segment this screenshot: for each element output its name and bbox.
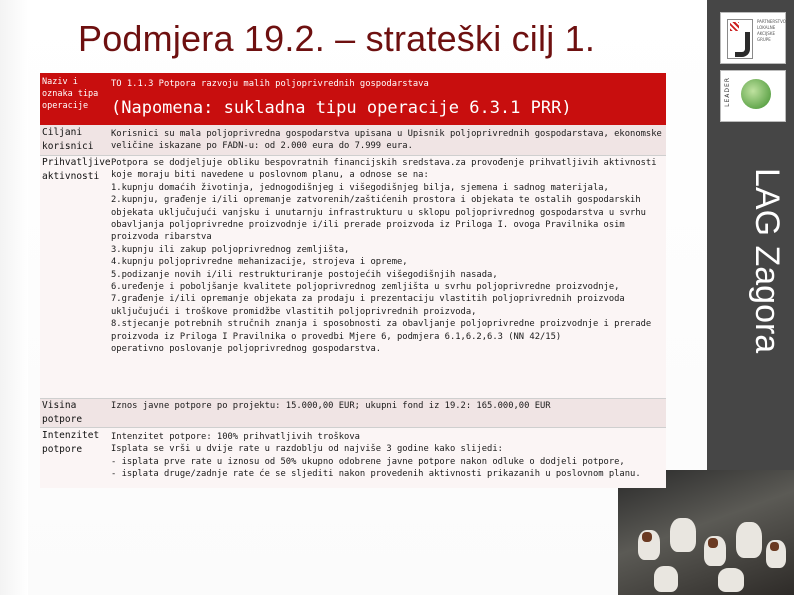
goat-patch <box>708 538 718 548</box>
leader-logo-text: LEADER <box>724 77 731 107</box>
left-accent-strip <box>0 0 28 595</box>
partnership-logo <box>720 12 786 64</box>
goat-shape <box>670 518 696 552</box>
aktivnosti-intro: Potpora se dodjeljuje obliku bespovratnih financijskih sredstava.za provođenje prihvatljivih aktivnosti koje moraju biti navedene u poslovnom planu, a odnose se na: <box>111 158 657 181</box>
hook-letter-icon <box>735 32 750 57</box>
aktivnost-item: 8.stjecanje potrebnih stručnih znanja i sposobnosti za obavljanje poljoprivredne proizvodnje i prerade proizvoda iz Priloga I Pravilnika o provedbi Mjere 6, podmjera 6.1,6.2,6.3 (NN 42/15) <box>111 319 652 342</box>
aktivnost-item: operativno poslovanje poljoprivrednog gospodarstva. <box>111 344 382 355</box>
croatian-crest-icon <box>727 19 753 59</box>
aktivnosti-cell <box>111 157 666 356</box>
slide-title: Podmjera 19.2. – strateški cilj 1. <box>78 18 596 59</box>
aktivnost-item: 3.kupnju ili zakup poljoprivrednog zemljišta, <box>111 244 350 255</box>
intenzitet-line: Isplata se vrši u dvije rate u razdoblju od najviše 3 godine kako slijedi: <box>111 444 503 455</box>
intenzitet-cell <box>111 431 666 481</box>
aktivnost-item: 7.građenje i/ili opremanje objekata za prodaju i prezentaciju vlastitih poljoprivrednih proizvoda uključujući i troškove promidžbe vlastitih poljoprivrednih proizvoda, <box>111 294 625 317</box>
label-naziv: Naziv i oznaka tipa operacije <box>42 77 99 111</box>
label-prihvatljive: Prihvatljive aktivnosti <box>42 157 111 182</box>
aktivnost-item: 6.uređenje i poboljšanje kvalitete poljoprivrednog zemljišta u svrhu poljoprivredne proizvodnje, <box>111 282 620 293</box>
goats-photo <box>618 470 794 595</box>
label-intenzitet: Intenzitet potpore <box>42 430 100 455</box>
goat-patch <box>642 532 652 542</box>
lag-side-label-text: LAG Zagora <box>748 168 786 354</box>
aktivnost-item: 5.podizanje novih i/ili restrukturiranje postojećih višegodišnjih nasada, <box>111 269 498 280</box>
aktivnost-item: 4.kupnju poljoprivredne mehanizacije, strojeva i opreme, <box>111 257 408 268</box>
visina-text: Iznos javne potpore po projektu: 15.000,00 EUR; ukupni fond iz 19.2: 165.000,00 EUR <box>111 401 551 411</box>
naziv-title: TO 1.1.3 Potpora razvoju malih poljoprivrednih gospodarstava <box>111 79 429 89</box>
checkerboard-icon <box>730 22 739 31</box>
naziv-note: (Napomena: sukladna tipu operacije 6.3.1 PRR) <box>111 98 572 118</box>
goat-shape <box>736 522 762 558</box>
goat-shape <box>654 566 678 592</box>
label-ciljani: Ciljani korisnici <box>42 127 94 152</box>
intenzitet-line: Intenzitet potpore: 100% prihvatljivih troškova <box>111 432 360 442</box>
goat-patch <box>770 542 779 551</box>
intenzitet-line: - isplata druge/zadnje rate će se sljediti nakon provedenih aktivnosti prikazanih u poslovnom planu. <box>111 469 641 480</box>
leaf-globe-icon <box>741 79 771 109</box>
label-visina: Visina potpore <box>42 400 83 425</box>
aktivnost-item: 1.kupnju domaćih životinja, jednogodišnjeg i višegodišnjeg bilja, sjemena i sadnog materijala, <box>111 182 609 193</box>
ciljani-text: Korisnici su mala poljoprivredna gospodarstva upisana u Upisnik poljoprivrednih gospodarstava, ekonomske veličine iskazane po FADN-u: od 2.000 eura do 7.999 eura. <box>111 129 662 152</box>
intenzitet-line: - isplata prve rate u iznosu od 50% ukupno odobrene javne potpore nakon odluke o dodjeli potpore, <box>111 456 625 467</box>
lag-side-label <box>746 168 786 418</box>
partnership-logo-text: PARTNERSTVO LOKALNE AKCIJSKE GRUPE <box>757 19 786 42</box>
aktivnost-item: 2.kupnju, građenje i/ili opremanje zatvorenih/zaštićenih prostora i objekata te ostalih gospodarskih objekata uključujući vanjsku i unutarnju infrastrukturu u sklopu poljoprivrednog gospodarstva u svrhu obavljanja poljoprivredne proizvodnje i/ili prerade proizvoda iz Priloga I. ovoga Pravilnika osim proizvoda ribarstva <box>111 195 646 243</box>
goat-shape <box>718 568 744 592</box>
leader-logo <box>720 70 786 122</box>
